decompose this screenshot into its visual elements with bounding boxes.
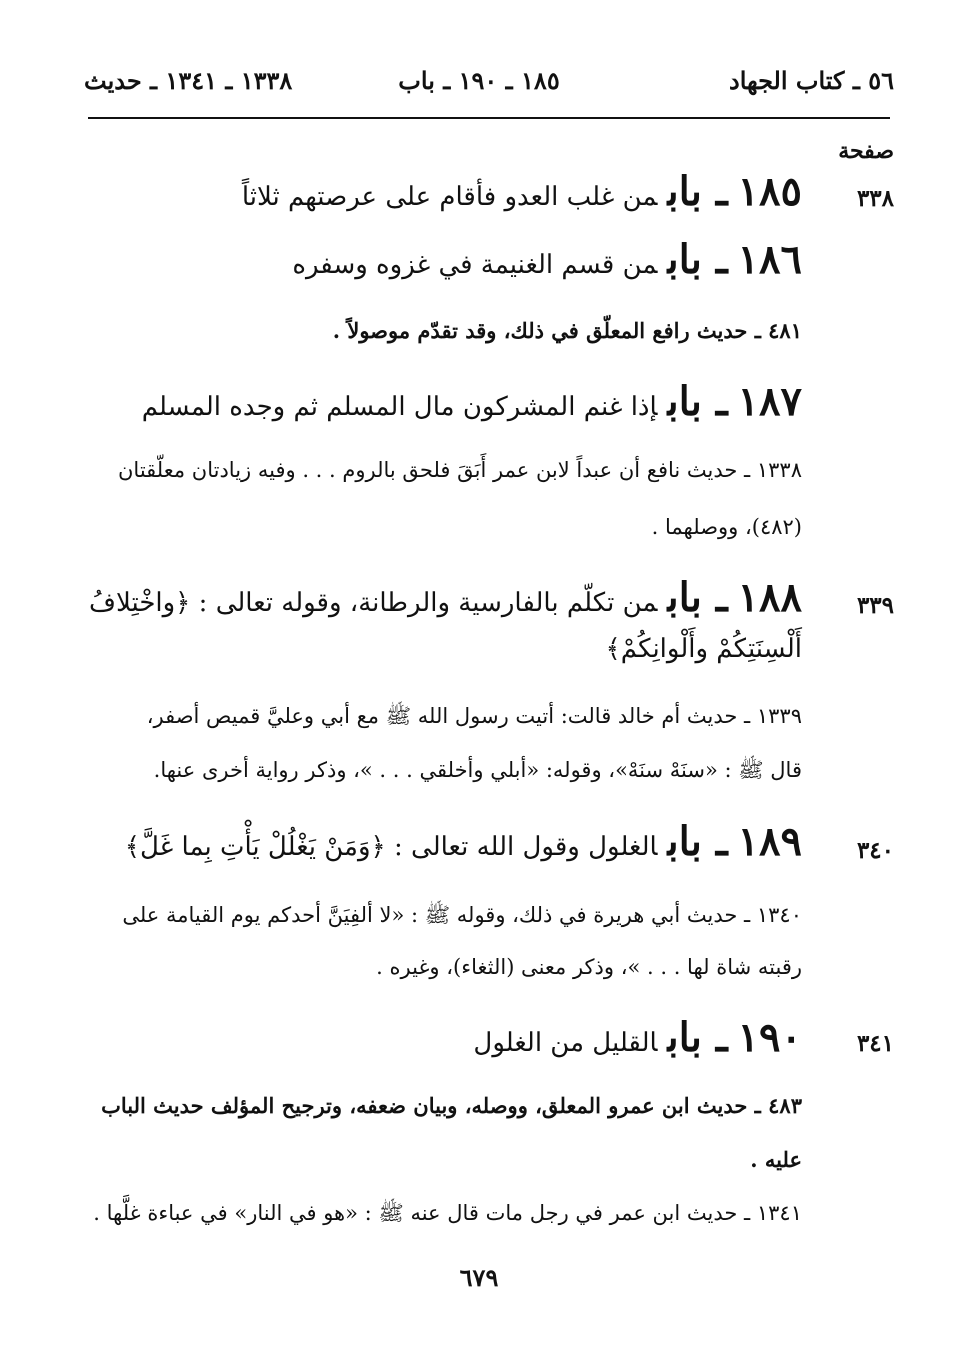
chapter-number: ١٨٩ bbox=[737, 818, 802, 865]
entry-483-line2: عليه . bbox=[750, 1147, 802, 1172]
chapter-number: ١٨٥ bbox=[737, 168, 802, 215]
page-ref-339: ٣٣٩ bbox=[856, 592, 894, 619]
hadith-1340-line1: ١٣٤٠ ـ حديث أبي هريرة في ذلك، وقوله ﷺ : «لا ألفِيَنَّ أحدكم يوم القيامة على bbox=[122, 903, 802, 927]
page-ref-338: ٣٣٨ bbox=[856, 185, 894, 212]
hadith-1341: ١٣٤١ ـ حديث ابن عمر في رجل مات قال عنه ﷺ : «هو في النار» في عباءة غلَّها . bbox=[93, 1201, 802, 1225]
chapter-heading-187 bbox=[142, 378, 802, 425]
page-number: ٦٧٩ bbox=[459, 1263, 499, 1292]
hadith-1339-line1: ١٣٣٩ ـ حديث أم خالد قالت: أتيت رسول الله ﷺ مع أبي وعليَّ قميص أصفر، bbox=[146, 704, 802, 728]
page-ref-340: ٣٤٠ bbox=[856, 837, 894, 864]
chapter-number: ١٩٠ bbox=[737, 1014, 802, 1061]
chapter-title: من قسم الغنيمة في غزوه وسفره bbox=[292, 250, 658, 280]
chapter-heading-190 bbox=[473, 1014, 802, 1061]
page-ref-341: ٣٤١ bbox=[856, 1030, 894, 1057]
entry-481: ٤٨١ ـ حديث رافع المعلّق في ذلك، وقد تقدّم موصولاً . bbox=[332, 318, 802, 343]
chapter-bab: ـ باب bbox=[667, 1014, 728, 1061]
chapter-number: ١٨٦ bbox=[737, 236, 802, 283]
chapter-heading-189 bbox=[125, 818, 802, 865]
chapter-number: ١٨٨ bbox=[737, 574, 802, 621]
hadith-1340-line2: رقبته شاة لها . . . »، وذكر معنى (الثغاء)، وغيره . bbox=[376, 955, 802, 979]
chapter-title: إذا غنم المشركون مال المسلم ثم وجده المسلم bbox=[141, 392, 658, 422]
chapter-title: من تكلّم بالفارسية والرطانة، وقوله تعالى : ﴿واخْتِلافُ bbox=[89, 588, 658, 618]
entry-483-line1: ٤٨٣ ـ حديث ابن عمرو المعلق، ووصله، وبيان ضعفه، وترجيح المؤلف حديث الباب bbox=[101, 1093, 802, 1118]
chapter-heading-185 bbox=[242, 168, 802, 215]
hadith-1339-line2: قال ﷺ : «سنَهْ سنَهْ»، وقوله: «أبلي وأخلقي . . . »، وذكر رواية أخرى عنها. bbox=[153, 758, 802, 782]
chapter-heading-188-cont bbox=[606, 634, 802, 664]
chapter-title-continued: أَلْسِنَتِكُمْ وأَلْوانِكُمْ﴾ bbox=[605, 634, 802, 664]
chapter-title: الغلول وقول الله تعالى : ﴿وَمَنْ يَغْلُلْ يَأْتِ بِما غَلَّ﴾ bbox=[124, 832, 658, 862]
header-hadith-range: ١٣٣٨ ـ ١٣٤١ ـ حديث bbox=[84, 66, 293, 95]
hadith-1338-line1: ١٣٣٨ ـ حديث نافع أن عبداً لابن عمر أَبَقَ فلحق بالروم . . . وفيه زيادتان معلّقتان bbox=[118, 458, 802, 482]
header-bab-range: ١٨٥ ـ ١٩٠ ـ باب bbox=[398, 66, 560, 95]
page-column-label: صفحة bbox=[838, 138, 894, 164]
chapter-heading-188 bbox=[89, 574, 802, 621]
header-chapter: ٥٦ ـ كتاب الجهاد bbox=[729, 66, 894, 95]
chapter-heading-186 bbox=[292, 236, 802, 283]
header-rule bbox=[88, 117, 890, 119]
chapter-number: ١٨٧ bbox=[737, 378, 802, 425]
chapter-title: من غلب العدو فأقام على عرصتهم ثلاثاً bbox=[241, 182, 658, 212]
chapter-bab: ـ باب bbox=[667, 818, 728, 865]
hadith-1338-line2: (٤٨٢)، ووصلهما . bbox=[651, 515, 802, 539]
chapter-bab: ـ باب bbox=[667, 378, 728, 425]
chapter-bab: ـ باب bbox=[667, 574, 728, 621]
chapter-bab: ـ باب bbox=[667, 168, 728, 215]
chapter-title: القليل من الغلول bbox=[473, 1028, 658, 1058]
chapter-bab: ـ باب bbox=[667, 236, 728, 283]
